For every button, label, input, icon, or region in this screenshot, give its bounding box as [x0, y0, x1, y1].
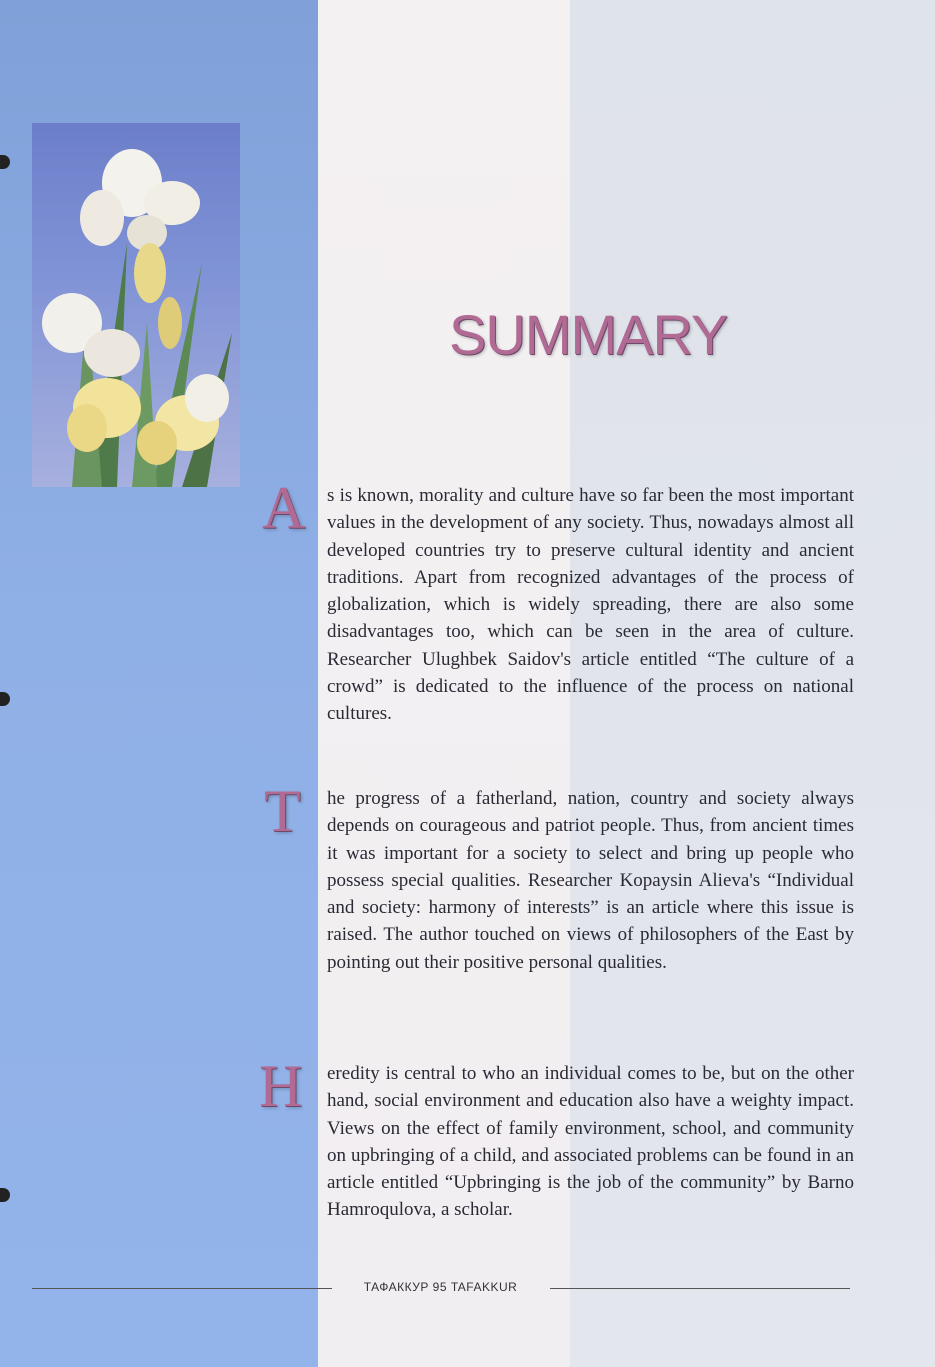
drop-cap-h: H — [259, 1053, 303, 1119]
summary-paragraph-1: s is known, morality and culture have so far been the most important values in the development of any society. Thus, nowadays almost all developed countries try to preserve cultural identity and ancient traditions. Apart from recognized advantages of the process of globalization, which is widely spreading, there are also some disadvantages too, which can be seen in the area of culture. Researcher Ulughbek Saidov's article entitled “The culture of a crowd” is dedicated to the influence of the process on national cultures. — [327, 485, 854, 725]
drop-cap-t: T — [264, 778, 301, 844]
summary-paragraph-2: he progress of a fatherland, nation, country and society always depends on courageous and patriot people. Thus, from ancient times it was important for a society to select and bring up people who possess special qualities. Researcher Kopaysin Alieva's “Individual and society: harmony of interests” is an article where this issue is raised. The author touched on views of philosophers of the East by pointing out their positive personal qualities. — [327, 788, 854, 973]
page-title: SUMMARY — [449, 303, 728, 366]
summary-paragraph-3: eredity is central to who an individual comes to be, but on the other hand, social environment and education also have a weighty impact. Views on the effect of family environment, school, and community on upbringing of a child, and associated problems can be found in an article entitled “Upbringing is the job of the community” by Barno Hamroqulova, a scholar. — [327, 1063, 854, 1221]
drop-cap-a: A — [262, 475, 306, 541]
footer-rule-right — [550, 1288, 850, 1289]
page-footer: ТАФАККУР 95 TAFAKKUR — [363, 1280, 518, 1294]
footer-rule-left — [32, 1288, 332, 1289]
iris-flower-photo — [32, 123, 240, 487]
